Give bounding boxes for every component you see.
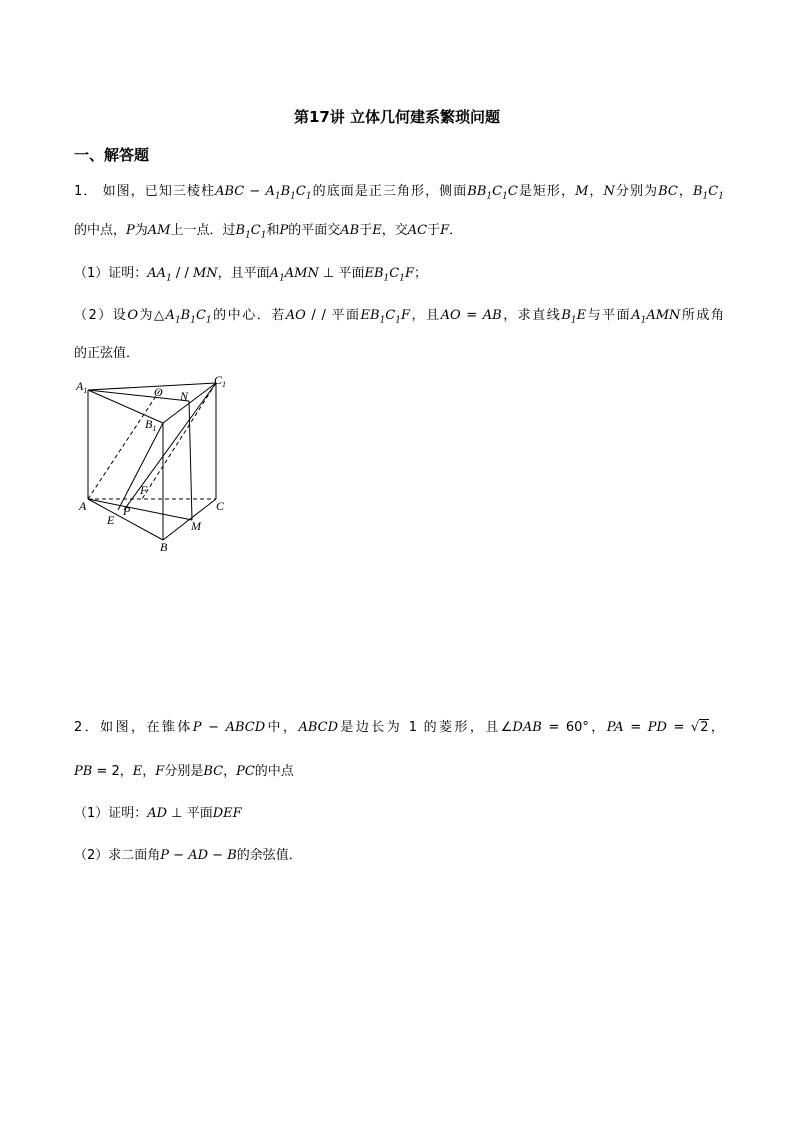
label-A: A (79, 499, 87, 513)
label-M: M (191, 519, 201, 533)
label-B: B (160, 540, 168, 554)
label-C: C (216, 499, 225, 513)
section-heading: 一、解答题 (74, 146, 150, 164)
problem2-part2: （2）求二面角P − AD − B的余弦值． (74, 848, 302, 863)
problem2-line2: PB = 2，E，F分别是BC，PC的中点 (74, 764, 294, 779)
label-F: F (140, 483, 148, 497)
label-B1: $B_1$ (145, 417, 157, 433)
label-O: O (154, 385, 163, 399)
problem1-part2-line1: （2）设O为$\triangle A_1B_1C_1$的中心．若AO / / 平面$EB_1C_1F$，且AO = AB，求直线$B_1E$与平面$A_1AMN$所成角 (74, 308, 724, 326)
problem1-line2: 的中点，P为AM上一点．过$B_1C_1$和P的平面交AB于E，交AC于F． (74, 223, 463, 241)
label-P: P (123, 504, 131, 518)
problem1-line1: 1． 如图，已知三棱柱ABC − $A_1B_1C_1$的底面是正三角形，侧面$BB_1C_1C$是矩形，M，N分别为BC，$B_1C_1$ (74, 184, 724, 202)
label-E: E (107, 513, 115, 527)
prism-diagram (74, 370, 244, 560)
problem1-part1: （1）证明：$AA_1$ / / MN，且平面$A_1AMN$ ⊥ 平面$EB_1C_1F$； (74, 266, 427, 284)
label-N: N (180, 389, 189, 403)
label-A1: $A_1$ (76, 379, 88, 395)
page-title: 第17讲 立体几何建系繁琐问题 (293, 108, 501, 126)
prism-figure (74, 370, 244, 560)
problem2-part1: （1）证明：AD ⊥ 平面DEF (74, 806, 242, 821)
problem1-part2-line2: 的正弦值． (74, 346, 140, 361)
label-C1: $C_1$ (214, 373, 227, 389)
problem2-line1: 2．如图，在锥体P − ABCD中，ABCD是边长为 1 的菱形，且∠DAB = 60°，PA = PD = √2， (74, 720, 724, 735)
